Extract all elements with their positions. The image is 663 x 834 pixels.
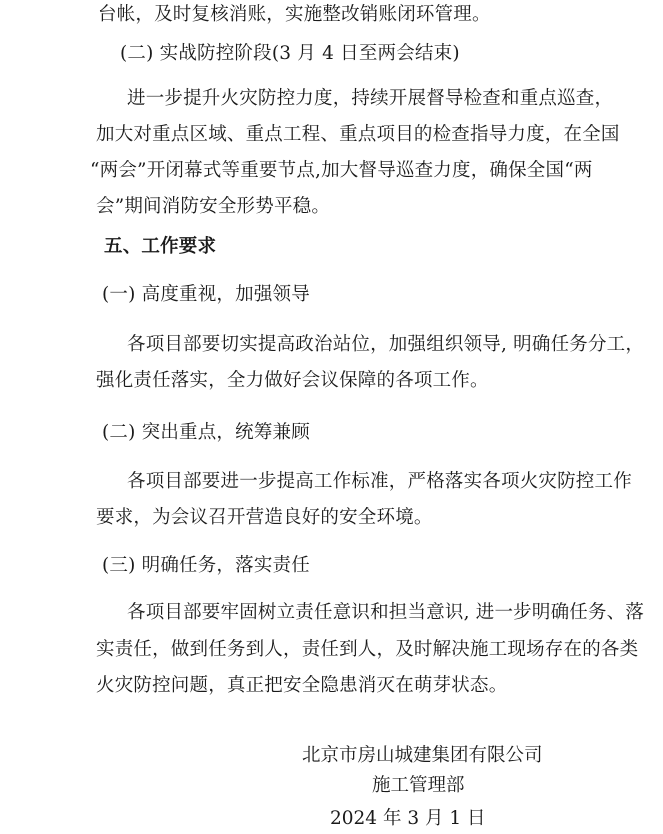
body-line-10: 强化责任落实，全力做好会议保障的各项工作。: [96, 370, 489, 391]
signature-department: 施工管理部: [372, 775, 465, 796]
signature-date: 2024 年 3 月 1 日: [330, 808, 486, 829]
body-line-4: 加大对重点区域、重点工程、重点项目的检查指导力度，在全国: [96, 124, 620, 145]
body-line-6: 会”期间消防安全形势平稳。: [96, 196, 331, 217]
body-line-5: “两会”开闭幕式等重要节点,加大督导巡查力度，确保全国“两: [90, 160, 593, 181]
body-line-16: 实责任，做到任务到人，责任到人，及时解决施工现场存在的各类: [96, 639, 639, 660]
subheading-highlight-priorities: (二) 突出重点，统筹兼顾: [102, 422, 310, 443]
body-line-12: 各项目部要进一步提高工作标准，严格落实各项火灾防控工作: [127, 471, 632, 492]
subheading-attention-leadership: (一) 高度重视，加强领导: [102, 284, 310, 305]
body-line-9: 各项目部要切实提高政治站位，加强组织领导, 明确任务分工，: [127, 334, 645, 355]
body-line-17: 火灾防控问题，真正把安全隐患消灭在萌芽状态。: [96, 675, 508, 696]
section-heading-work-requirements: 五、工作要求: [104, 236, 217, 257]
body-line-13: 要求，为会议召开营造良好的安全环境。: [96, 507, 433, 528]
subheading-clarify-tasks: (三) 明确任务，落实责任: [102, 555, 310, 576]
subheading-practical-stage: (二) 实战防控阶段(3 月 4 日至两会结束): [120, 43, 460, 64]
body-line-3: 进一步提升火灾防控力度，持续开展督导检查和重点巡查，: [127, 88, 614, 109]
signature-company: 北京市房山城建集团有限公司: [302, 745, 543, 766]
body-line-15: 各项目部要牢固树立责任意识和担当意识, 进一步明确任务、落: [127, 602, 645, 623]
body-line-1: 台帐，及时复核消账，实施整改销账闭环管理。: [98, 4, 491, 25]
